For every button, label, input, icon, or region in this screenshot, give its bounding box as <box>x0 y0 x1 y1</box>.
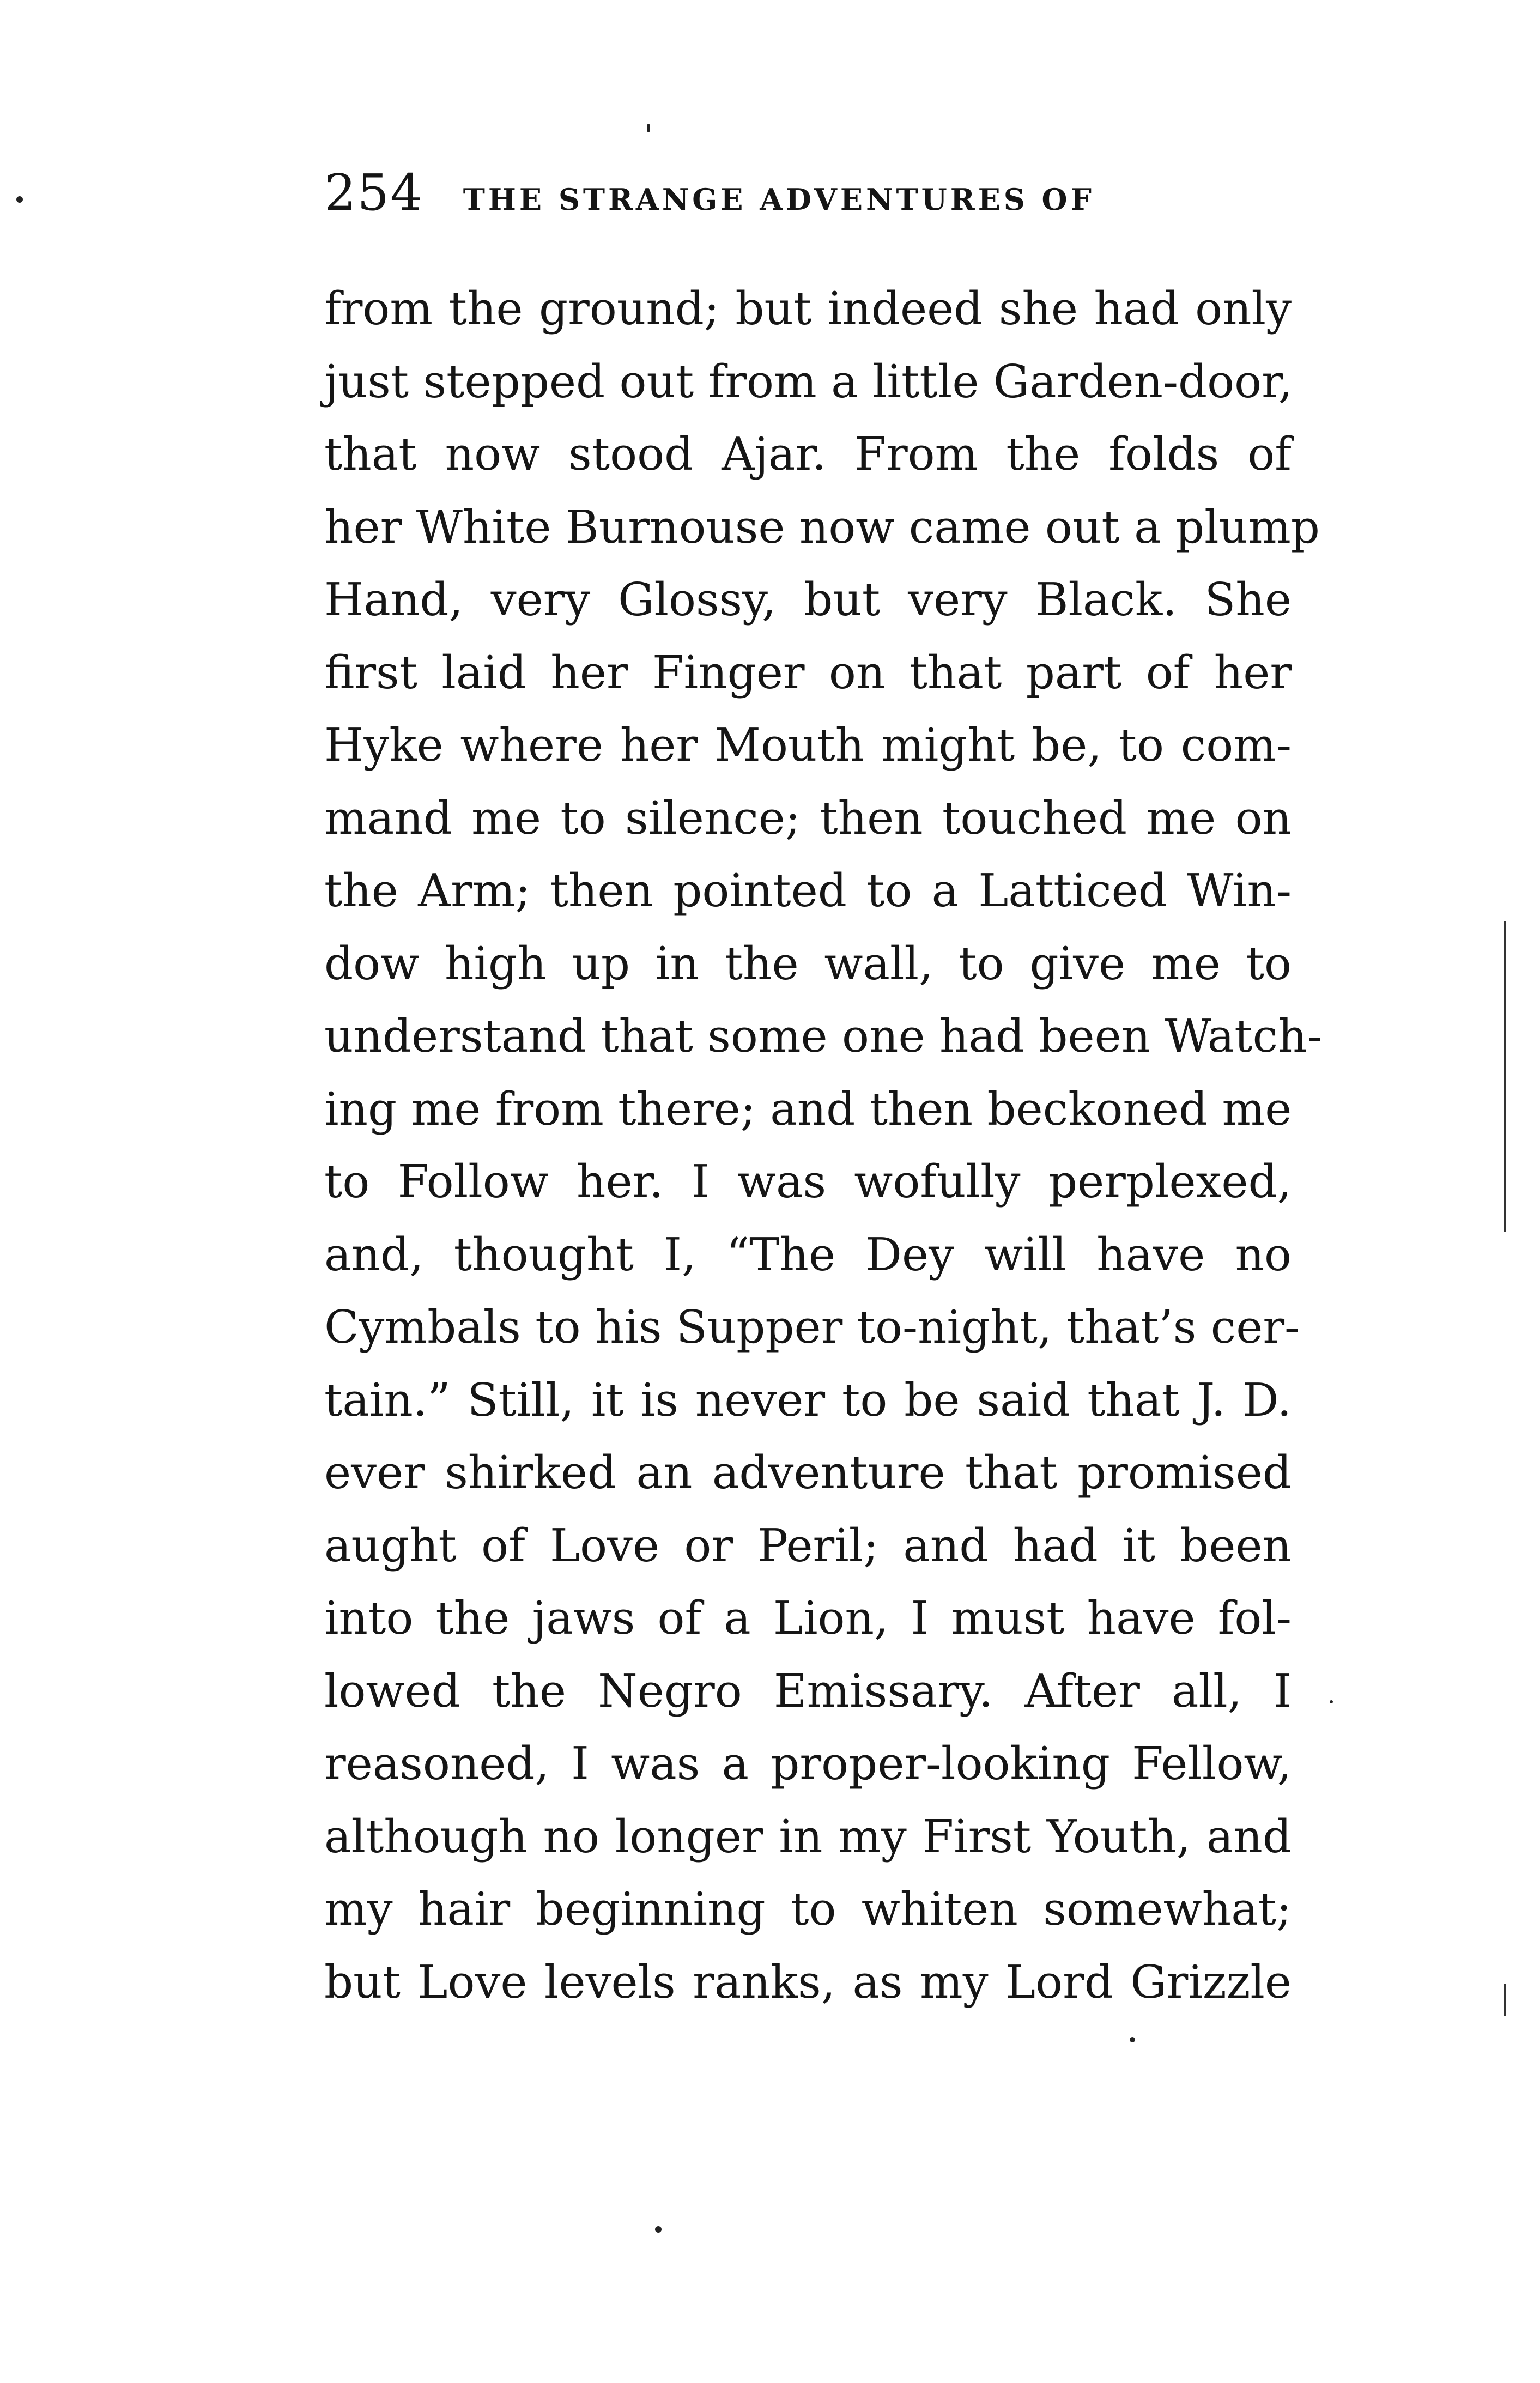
scan-speck <box>1130 2037 1135 2042</box>
text-line: but Love levels ranks, as my Lord Grizzle <box>324 1955 1292 2009</box>
text-line: ever shirked an adventure that promised <box>324 1446 1292 1499</box>
scan-speck <box>655 2226 662 2233</box>
scan-speck <box>647 124 650 132</box>
text-line: Hand, very Glossy, but very Black. She <box>324 573 1292 626</box>
text-line: the Arm; then pointed to a Latticed Win- <box>324 864 1292 917</box>
margin-rule <box>1504 1183 1506 1232</box>
text-line: lowed the Negro Emissary. After all, I <box>324 1664 1292 1718</box>
scan-speck <box>1330 1700 1333 1703</box>
text-line: my hair beginning to whiten somewhat; <box>324 1883 1292 1936</box>
text-line: into the jaws of a Lion, I must have fol- <box>324 1592 1292 1645</box>
text-line: Cymbals to his Supper to-night, that’s cer- <box>324 1301 1300 1354</box>
text-line: understand that some one had been Watch- <box>324 1010 1323 1063</box>
text-line: her White Burnouse now came out a plump <box>324 500 1320 554</box>
text-line: dow high up in the wall, to give me to <box>324 937 1292 990</box>
margin-rule <box>1504 1984 1506 2016</box>
page-number: 254 <box>324 163 423 222</box>
text-line: mand me to silence; then touched me on <box>324 791 1292 845</box>
scan-speck <box>16 196 23 203</box>
text-line: tain.” Still, it is never to be said that J. D. <box>324 1373 1292 1427</box>
text-line: to Follow her. I was wofully perplexed, <box>324 1155 1292 1208</box>
text-line: just stepped out from a little Garden-door, <box>324 355 1293 408</box>
text-line: aught of Love or Peril; and had it been <box>324 1519 1292 1572</box>
running-title: THE STRANGE ADVENTURES OF <box>463 182 1095 217</box>
page-header <box>324 163 1305 223</box>
text-line: first laid her Finger on that part of her <box>324 646 1292 699</box>
text-line: from the ground; but indeed she had only <box>324 282 1292 335</box>
text-line: ing me from there; and then beckoned me <box>324 1082 1292 1136</box>
text-line: Hyke where her Mouth might be, to com- <box>324 719 1292 772</box>
text-line: reasoned, I was a proper-looking Fellow, <box>324 1737 1292 1790</box>
text-line: that now stood Ajar. From the folds of <box>324 428 1292 481</box>
text-line: although no longer in my First Youth, and <box>324 1810 1292 1863</box>
body-text <box>324 272 1323 2018</box>
text-line: and, thought I, “The Dey will have no <box>324 1228 1292 1281</box>
